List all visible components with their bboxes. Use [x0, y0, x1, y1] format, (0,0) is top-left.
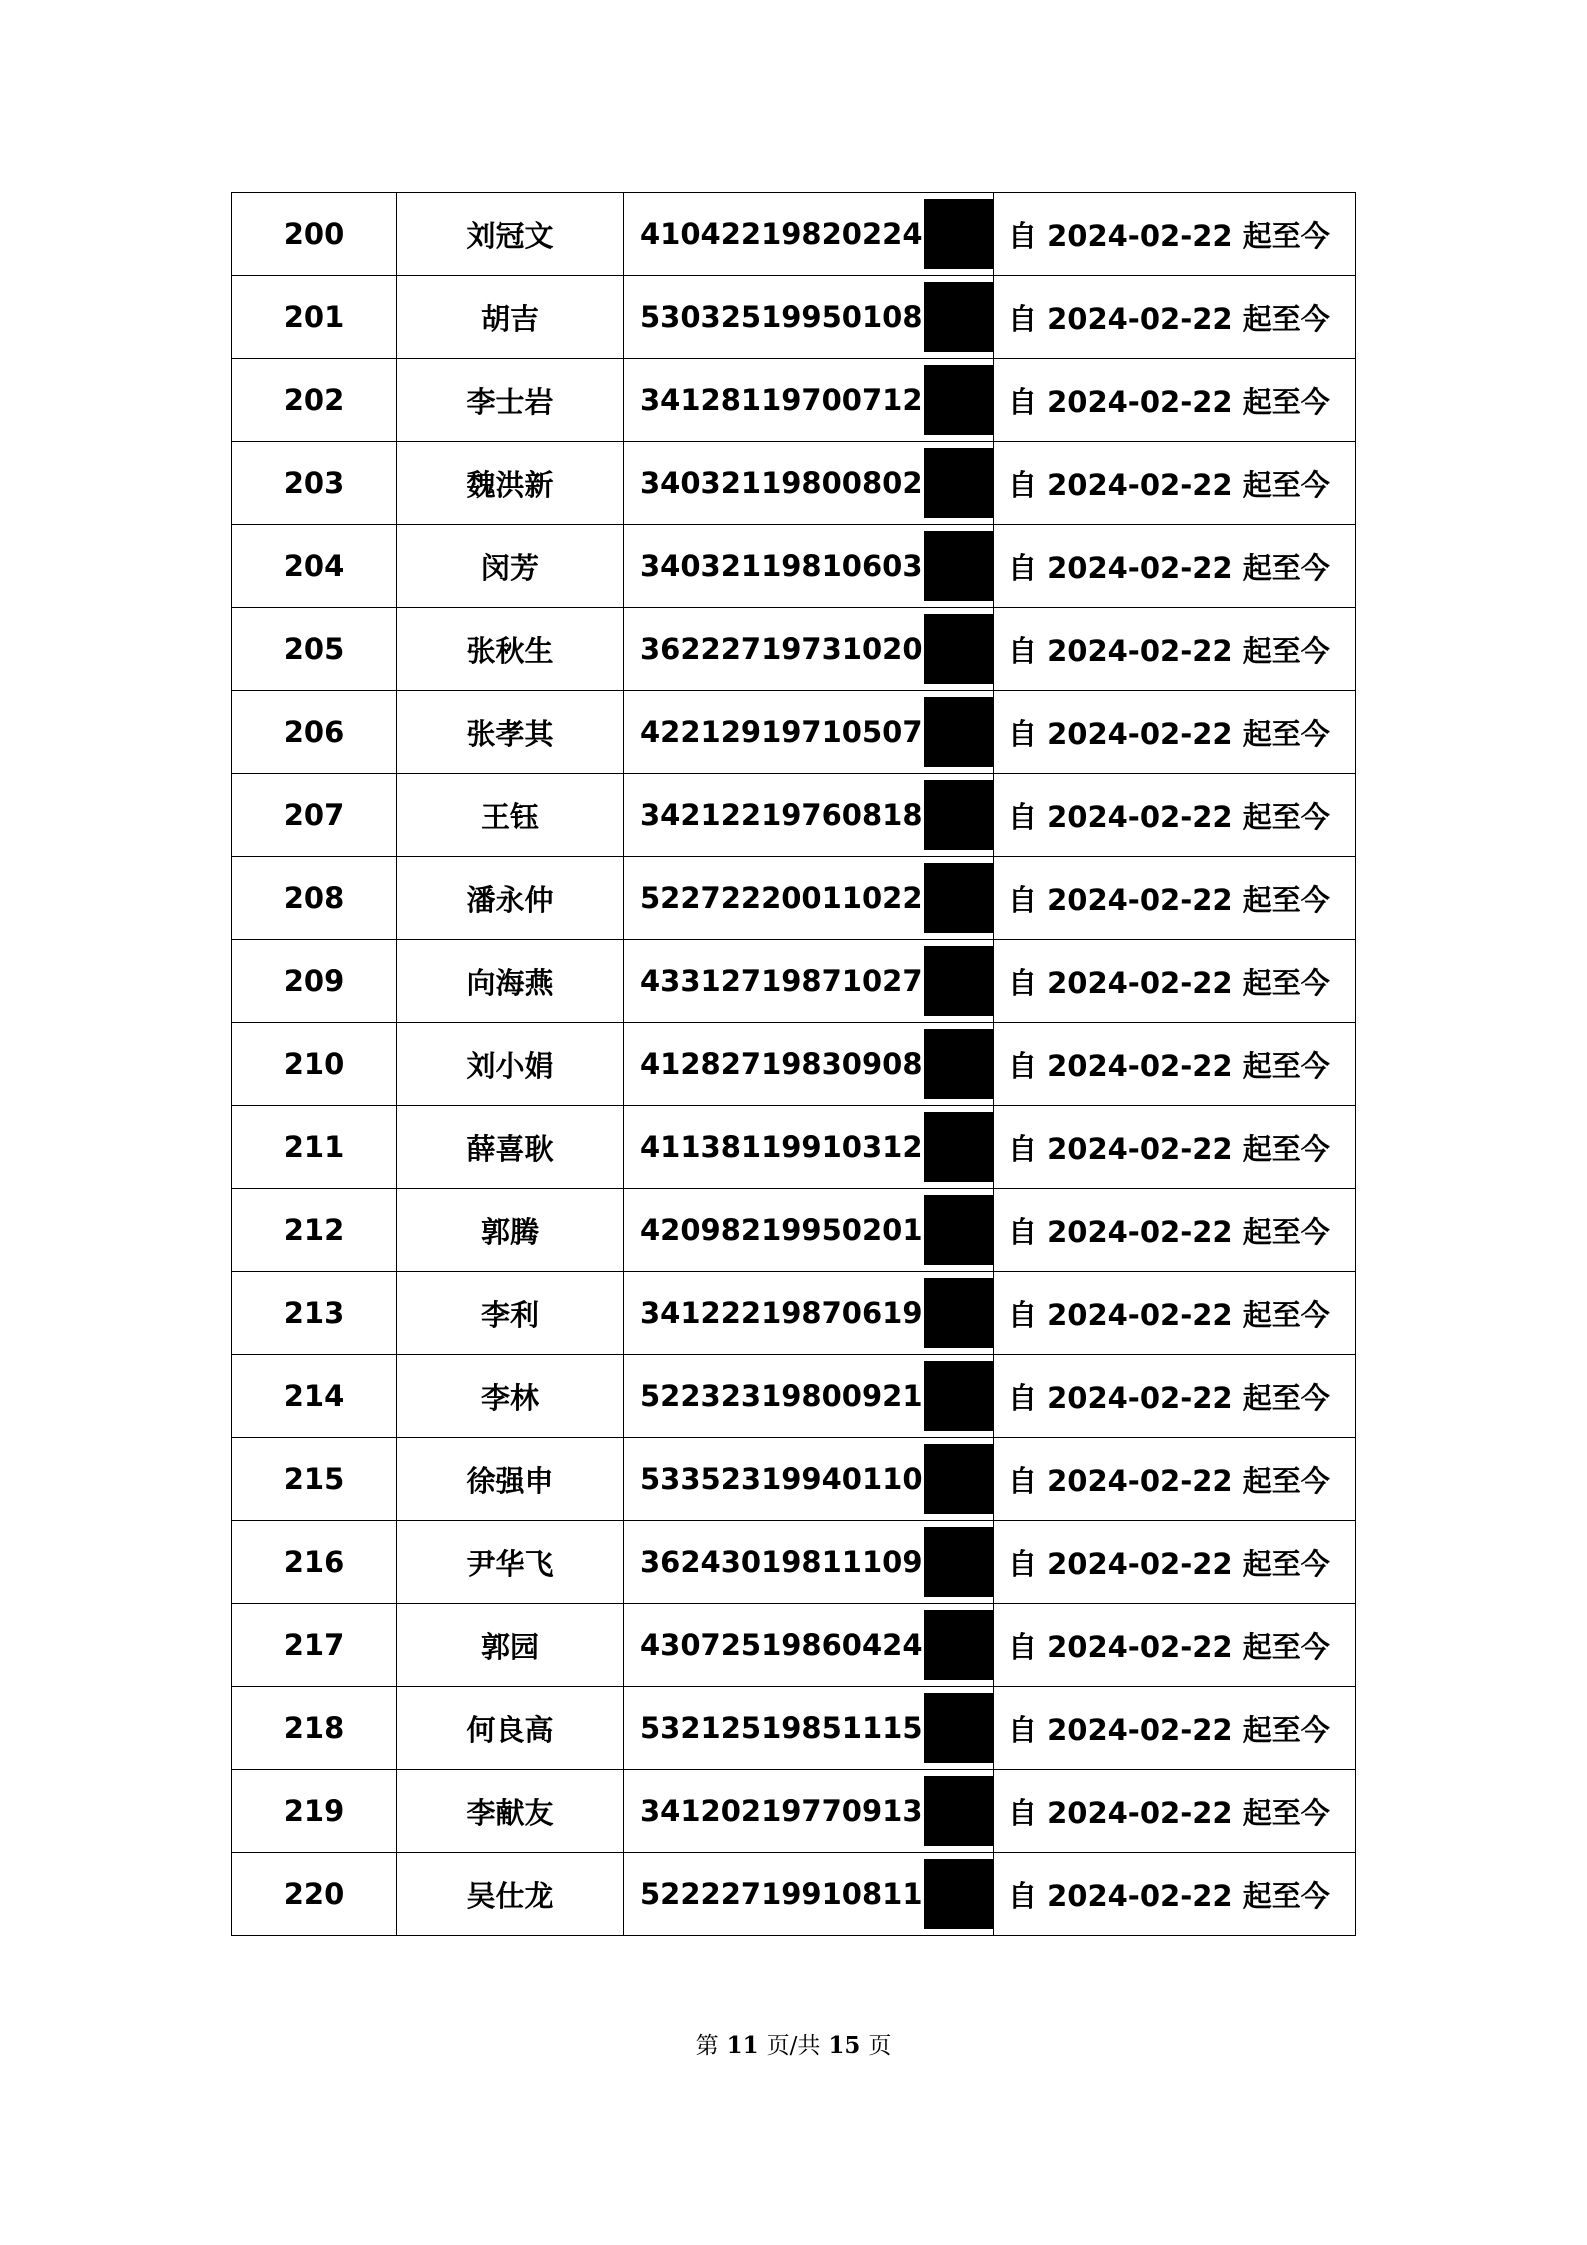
- id-number-cell: [624, 857, 994, 940]
- page-footer: [0, 2027, 1587, 2060]
- period-text: 自 2024-02-22 起至今: [994, 940, 1356, 1023]
- person-name: 潘永仲: [397, 857, 624, 940]
- id-number-visible: 52222719910811: [640, 1877, 923, 1911]
- id-number-visible: 42212919710507: [640, 715, 923, 749]
- table-row: [232, 442, 1356, 525]
- row-number: 218: [232, 1687, 397, 1770]
- id-number-cell: [624, 1355, 994, 1438]
- period-text: 自 2024-02-22 起至今: [994, 608, 1356, 691]
- person-name: 郭腾: [397, 1189, 624, 1272]
- redaction-block: [924, 614, 993, 684]
- table-row: [232, 1687, 1356, 1770]
- period-text: 自 2024-02-22 起至今: [994, 359, 1356, 442]
- period-text: 自 2024-02-22 起至今: [994, 193, 1356, 276]
- id-number-cell: [624, 1272, 994, 1355]
- id-number-cell: [624, 1438, 994, 1521]
- footer-prefix: 第: [695, 2033, 719, 2059]
- table-row: [232, 1023, 1356, 1106]
- row-number: 213: [232, 1272, 397, 1355]
- redaction-block: [924, 1859, 993, 1929]
- redaction-block: [924, 1029, 993, 1099]
- row-number: 207: [232, 774, 397, 857]
- row-number: 208: [232, 857, 397, 940]
- person-name: 向海燕: [397, 940, 624, 1023]
- id-number-cell: [624, 1106, 994, 1189]
- period-text: 自 2024-02-22 起至今: [994, 774, 1356, 857]
- period-text: 自 2024-02-22 起至今: [994, 1770, 1356, 1853]
- person-name: 李献友: [397, 1770, 624, 1853]
- id-number-cell: [624, 276, 994, 359]
- redaction-block: [924, 282, 993, 352]
- table-row: [232, 774, 1356, 857]
- redaction-block: [924, 863, 993, 933]
- row-number: 215: [232, 1438, 397, 1521]
- row-number: 220: [232, 1853, 397, 1936]
- table-row: [232, 193, 1356, 276]
- redaction-block: [924, 1195, 993, 1265]
- table-row: [232, 1604, 1356, 1687]
- period-text: 自 2024-02-22 起至今: [994, 1272, 1356, 1355]
- row-number: 209: [232, 940, 397, 1023]
- person-name: 尹华飞: [397, 1521, 624, 1604]
- table-row: [232, 608, 1356, 691]
- id-number-visible: 41282719830908: [640, 1047, 923, 1081]
- id-number-cell: [624, 774, 994, 857]
- id-number-cell: [624, 1853, 994, 1936]
- footer-middle: 页/共: [766, 2033, 821, 2059]
- row-number: 212: [232, 1189, 397, 1272]
- row-number: 203: [232, 442, 397, 525]
- id-number-visible: 34032119810603: [640, 549, 923, 583]
- id-number-visible: 36222719731020: [640, 632, 923, 666]
- person-name: 张秋生: [397, 608, 624, 691]
- table-row: [232, 691, 1356, 774]
- row-number: 201: [232, 276, 397, 359]
- redaction-block: [924, 531, 993, 601]
- table-row: [232, 1272, 1356, 1355]
- redaction-block: [924, 199, 993, 269]
- id-number-visible: 53212519851115: [640, 1711, 923, 1745]
- table-row: [232, 1355, 1356, 1438]
- id-number-cell: [624, 691, 994, 774]
- person-name: 薛喜耿: [397, 1106, 624, 1189]
- period-text: 自 2024-02-22 起至今: [994, 1687, 1356, 1770]
- person-name: 李林: [397, 1355, 624, 1438]
- id-number-cell: [624, 442, 994, 525]
- person-name: 闵芳: [397, 525, 624, 608]
- id-number-cell: [624, 1521, 994, 1604]
- id-number-cell: [624, 1687, 994, 1770]
- redaction-block: [924, 1112, 993, 1182]
- person-name: 吴仕龙: [397, 1853, 624, 1936]
- row-number: 219: [232, 1770, 397, 1853]
- person-name: 刘冠文: [397, 193, 624, 276]
- row-number: 202: [232, 359, 397, 442]
- table-row: [232, 1106, 1356, 1189]
- redaction-block: [924, 1776, 993, 1846]
- period-text: 自 2024-02-22 起至今: [994, 691, 1356, 774]
- redaction-block: [924, 1444, 993, 1514]
- table-row: [232, 525, 1356, 608]
- id-number-cell: [624, 1604, 994, 1687]
- id-number-cell: [624, 1770, 994, 1853]
- footer-total-pages: 15: [828, 2032, 861, 2059]
- redaction-block: [924, 1527, 993, 1597]
- table-row: [232, 1770, 1356, 1853]
- redaction-block: [924, 1361, 993, 1431]
- row-number: 216: [232, 1521, 397, 1604]
- person-name: 刘小娟: [397, 1023, 624, 1106]
- table-row: [232, 1189, 1356, 1272]
- id-number-visible: 34120219770913: [640, 1794, 923, 1828]
- redaction-block: [924, 365, 993, 435]
- id-number-visible: 41042219820224: [640, 217, 923, 251]
- person-name: 魏洪新: [397, 442, 624, 525]
- redaction-block: [924, 1610, 993, 1680]
- id-number-visible: 52232319800921: [640, 1379, 923, 1413]
- period-text: 自 2024-02-22 起至今: [994, 442, 1356, 525]
- period-text: 自 2024-02-22 起至今: [994, 1438, 1356, 1521]
- footer-suffix: 页: [868, 2033, 892, 2059]
- redaction-block: [924, 1693, 993, 1763]
- records-table: [231, 192, 1356, 1936]
- person-name: 张孝其: [397, 691, 624, 774]
- id-number-visible: 36243019811109: [640, 1545, 923, 1579]
- id-number-cell: [624, 193, 994, 276]
- id-number-visible: 43072519860424: [640, 1628, 923, 1662]
- redaction-block: [924, 697, 993, 767]
- id-number-visible: 53032519950108: [640, 300, 923, 334]
- period-text: 自 2024-02-22 起至今: [994, 1853, 1356, 1936]
- person-name: 胡吉: [397, 276, 624, 359]
- person-name: 何良高: [397, 1687, 624, 1770]
- records-table-body: [232, 193, 1356, 1936]
- period-text: 自 2024-02-22 起至今: [994, 857, 1356, 940]
- redaction-block: [924, 780, 993, 850]
- id-number-cell: [624, 608, 994, 691]
- id-number-visible: 52272220011022: [640, 881, 923, 915]
- table-row: [232, 1438, 1356, 1521]
- id-number-visible: 53352319940110: [640, 1462, 923, 1496]
- id-number-visible: 34032119800802: [640, 466, 923, 500]
- table-row: [232, 359, 1356, 442]
- period-text: 自 2024-02-22 起至今: [994, 1355, 1356, 1438]
- period-text: 自 2024-02-22 起至今: [994, 1023, 1356, 1106]
- row-number: 210: [232, 1023, 397, 1106]
- redaction-block: [924, 946, 993, 1016]
- period-text: 自 2024-02-22 起至今: [994, 276, 1356, 359]
- row-number: 214: [232, 1355, 397, 1438]
- person-name: 王钰: [397, 774, 624, 857]
- table-row: [232, 857, 1356, 940]
- redaction-block: [924, 1278, 993, 1348]
- id-number-visible: 43312719871027: [640, 964, 923, 998]
- period-text: 自 2024-02-22 起至今: [994, 1189, 1356, 1272]
- period-text: 自 2024-02-22 起至今: [994, 1106, 1356, 1189]
- person-name: 郭园: [397, 1604, 624, 1687]
- footer-current-page: 11: [726, 2032, 759, 2059]
- table-row: [232, 940, 1356, 1023]
- row-number: 205: [232, 608, 397, 691]
- row-number: 200: [232, 193, 397, 276]
- period-text: 自 2024-02-22 起至今: [994, 1604, 1356, 1687]
- table-row: [232, 1521, 1356, 1604]
- id-number-cell: [624, 525, 994, 608]
- row-number: 204: [232, 525, 397, 608]
- id-number-visible: 34128119700712: [640, 383, 923, 417]
- row-number: 211: [232, 1106, 397, 1189]
- table-row: [232, 276, 1356, 359]
- id-number-cell: [624, 359, 994, 442]
- person-name: 李士岩: [397, 359, 624, 442]
- period-text: 自 2024-02-22 起至今: [994, 1521, 1356, 1604]
- id-number-visible: 34212219760818: [640, 798, 923, 832]
- redaction-block: [924, 448, 993, 518]
- period-text: 自 2024-02-22 起至今: [994, 525, 1356, 608]
- person-name: 徐强申: [397, 1438, 624, 1521]
- id-number-visible: 34122219870619: [640, 1296, 923, 1330]
- id-number-visible: 41138119910312: [640, 1130, 923, 1164]
- id-number-cell: [624, 1023, 994, 1106]
- row-number: 206: [232, 691, 397, 774]
- person-name: 李利: [397, 1272, 624, 1355]
- table-row: [232, 1853, 1356, 1936]
- id-number-visible: 42098219950201: [640, 1213, 923, 1247]
- id-number-cell: [624, 940, 994, 1023]
- id-number-cell: [624, 1189, 994, 1272]
- official-seal-partial: [1540, 1730, 1587, 2050]
- row-number: 217: [232, 1604, 397, 1687]
